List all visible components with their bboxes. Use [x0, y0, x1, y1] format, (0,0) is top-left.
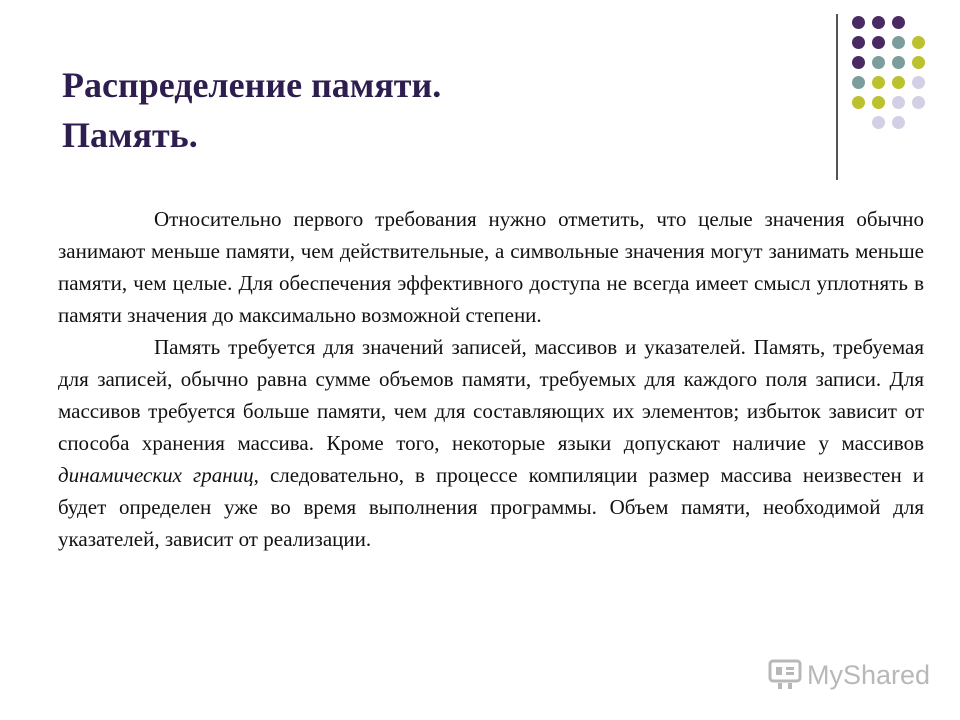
decorative-dot [852, 16, 865, 29]
decorative-dot [852, 76, 865, 89]
decorative-dot-grid [852, 16, 942, 156]
myshared-logo-icon [768, 659, 802, 691]
decorative-dot [872, 96, 885, 109]
slide-title-line-2: Память. [62, 115, 198, 155]
decorative-dot [912, 36, 925, 49]
paragraph-2-emphasis: динамических границ [58, 463, 254, 487]
decorative-dot [892, 116, 905, 129]
decorative-dot [852, 56, 865, 69]
decorative-dot [912, 96, 925, 109]
paragraph-2-text-before: Память требуется для значений записей, массивов и указателей. Память, требуемая для записей, обычно равна сумме объемов памяти, требуемых для каждого поля записи. Для массивов требуется больше памяти, чем для составляющих их элементов; избыток зависит от способа хранения массива. Кроме того, некоторые языки допускают наличие у массивов [58, 335, 924, 455]
decorative-dot [852, 96, 865, 109]
decorative-divider-line [836, 14, 838, 180]
decorative-dot [912, 76, 925, 89]
decorative-dot [912, 56, 925, 69]
watermark-text: MyShared [807, 659, 931, 690]
slide-title-line-1: Распределение памяти. [62, 65, 442, 105]
decorative-dot [852, 36, 865, 49]
decorative-dot [892, 76, 905, 89]
decorative-dot [892, 16, 905, 29]
slide-title [62, 60, 441, 160]
paragraph-2 [58, 331, 924, 555]
paragraph-2-text-after: , следовательно, в процессе компиляции размер массива неизвестен и будет определен уже во время выполнения программы. Объем памяти, необходимой для указателей, зависит от реализации. [58, 463, 924, 551]
myshared-watermark [768, 657, 930, 693]
paragraph-1: Относительно первого требования нужно отметить, что целые значения обычно занимают меньше памяти, чем действительные, а символьные значения могут занимать меньше памяти, чем целые. Для обеспечения эффективного доступа не всегда имеет смысл уплотнять в памяти значения до максимально возможной степени. [58, 207, 924, 327]
decorative-dot [872, 36, 885, 49]
decorative-dot [892, 56, 905, 69]
decorative-dot [892, 96, 905, 109]
decorative-dot [872, 116, 885, 129]
decorative-dot [872, 76, 885, 89]
decorative-dot [872, 16, 885, 29]
decorative-dot [872, 56, 885, 69]
slide-body [58, 203, 924, 555]
decorative-dot [892, 36, 905, 49]
